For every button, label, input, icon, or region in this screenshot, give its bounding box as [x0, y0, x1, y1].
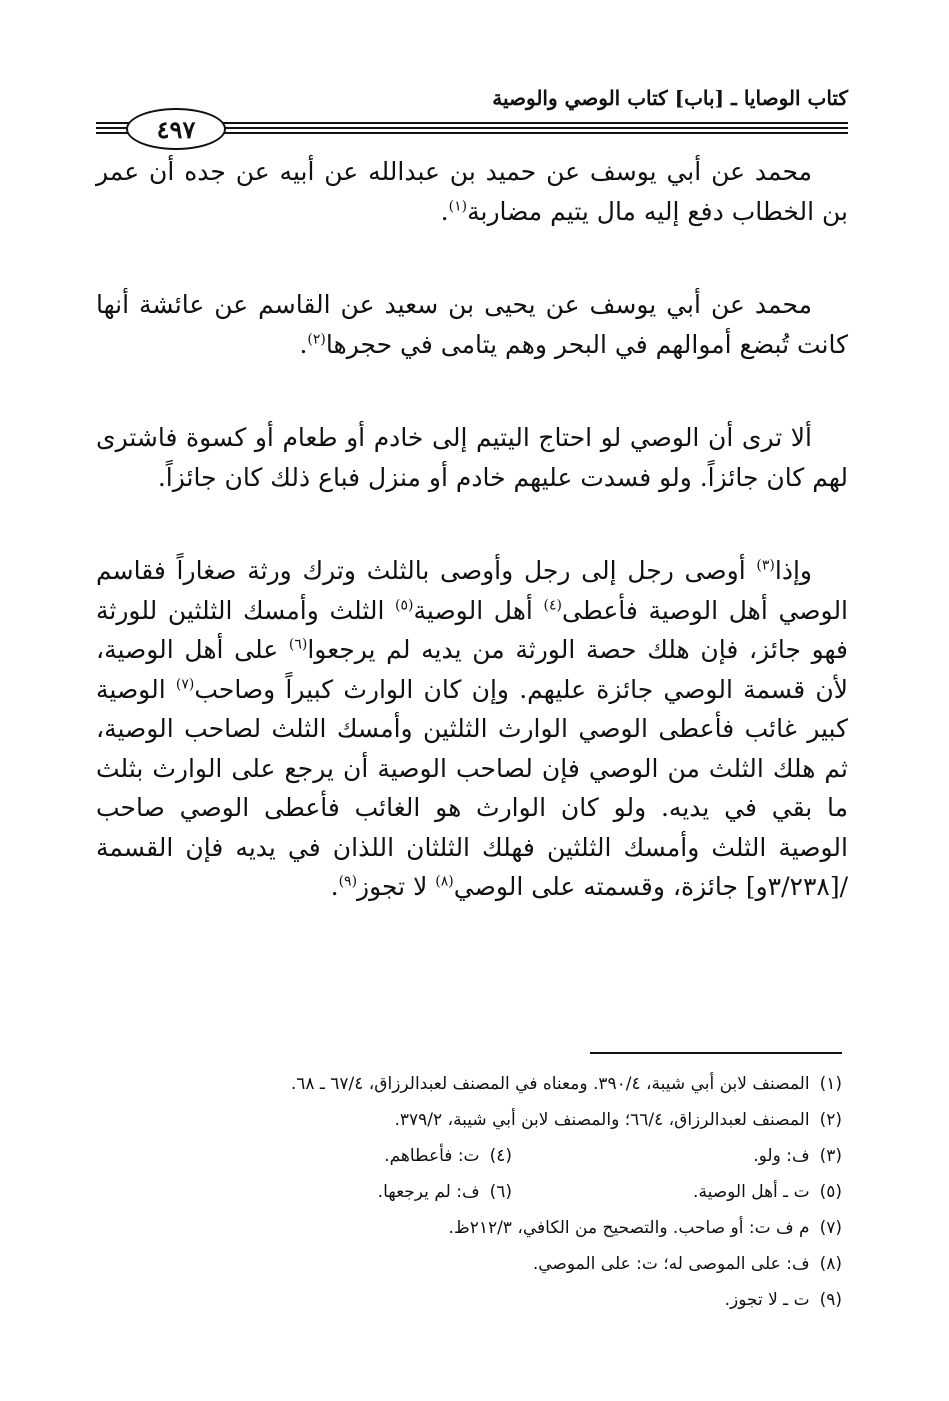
running-head: كتاب الوصايا ـ [باب] كتاب الوصي والوصية — [492, 86, 848, 110]
footnote-row — [100, 1174, 842, 1210]
footnote-text: ت: فأعطاهم. — [384, 1146, 480, 1166]
paragraph-text: على أهل الوصية، لأن قسمة الوصي جائزة عليهم. وإن كان الوارث كبيراً وصاحب — [96, 635, 848, 704]
paragraph-text: الوصية كبير غائب فأعطى الوصي الوارث الثلثين وأمسك الثلث لصاحب الوصية، ثم هلك الثلث من الوصي فإن لصاحب الوصية أن يرجع على الوارث بثلث ما بقي في يديه. ولو كان الوارث هو الغائب فأعطى الوصي صاحب الوصية الثلث وأمسك الثلثين فهلك الثلثان اللذان في يديه فإن القسمة /[٣/٢٣٨و] جائزة، وقسمته على الوصي — [96, 674, 848, 901]
footnote — [378, 1182, 512, 1202]
footnote-number: (٥) — [819, 1182, 842, 1202]
paragraph-text: وإذا — [774, 556, 812, 585]
footnote-number: (٣) — [819, 1146, 842, 1166]
footnotes — [100, 1066, 842, 1318]
footnote-text: ت ـ أهل الوصية. — [693, 1182, 810, 1202]
footnote-text: ف: على الموصى له؛ ت: على الموصي. — [532, 1254, 810, 1274]
paragraph-text: الثلث وأمسك الثلثين للورثة فهو جائز، فإن هلك حصة الورثة من يديه لم يرجعوا — [96, 595, 848, 664]
footnote-ref[interactable]: (١) — [448, 198, 468, 215]
paragraph-tail: . — [299, 329, 308, 359]
footnote-text: المصنف لابن أبي شيبة، ٣٩٠/٤. ومعناه في المصنف لعبدالرزاق، ٦٧/٤ ـ ٦٨. — [290, 1074, 810, 1094]
footnote-row — [100, 1246, 842, 1282]
footnote-ref[interactable]: (٦) — [288, 636, 308, 653]
footnote-number: (٧) — [819, 1218, 842, 1238]
paragraph-text: محمد عن أبي يوسف عن حميد بن عبدالله عن أبيه عن جده أن عمر بن الخطاب دفع إليه مال يتيم مضاربة — [96, 157, 848, 226]
paragraph-text: أوصى رجل إلى رجل وأوصى بالثلث وترك ورثة صغاراً فقاسم الوصي أهل الوصية فأعطى — [96, 556, 849, 625]
footnote-row — [100, 1066, 842, 1102]
paragraph-text: لا تجوز — [357, 872, 436, 901]
footnote-row — [100, 1210, 842, 1246]
footnote — [512, 1182, 842, 1202]
paragraph — [96, 285, 848, 364]
footnote — [512, 1146, 842, 1166]
footnotes-separator — [590, 1052, 842, 1054]
page-header — [96, 86, 848, 146]
paragraph-tail: . — [440, 196, 449, 226]
footnote-ref[interactable]: (٨) — [435, 873, 454, 890]
footnote — [449, 1218, 842, 1238]
footnote-ref[interactable]: (٩) — [338, 873, 358, 890]
footnote-text: ت ـ لا تجوز. — [724, 1290, 810, 1310]
paragraph-tail: . — [330, 872, 339, 901]
footnote — [533, 1254, 842, 1274]
footnote-row — [100, 1138, 842, 1174]
paragraph-text: محمد عن أبي يوسف عن يحيى بن سعيد عن القاسم عن عائشة أنها كانت تُبضع أموالهم في البحر وهم يتامى في حجرها — [96, 290, 848, 359]
page-number: ٤٩٧ — [126, 108, 226, 150]
footnote-ref[interactable]: (٥) — [395, 597, 414, 614]
footnote-number: (٩) — [819, 1290, 842, 1310]
footnote-ref[interactable]: (٤) — [543, 597, 562, 614]
paragraph — [96, 152, 848, 231]
footnote — [395, 1110, 843, 1130]
footnote-ref[interactable]: (٣) — [756, 557, 775, 574]
footnote-number: (٢) — [819, 1110, 842, 1130]
footnote-number: (٤) — [489, 1146, 512, 1166]
footnote-number: (١) — [819, 1074, 842, 1094]
footnote — [384, 1146, 512, 1166]
paragraph — [96, 418, 848, 497]
footnote-row — [100, 1282, 842, 1318]
footnote-text: ف: لم يرجعها. — [377, 1182, 480, 1202]
footnote-text: ف: ولو. — [753, 1146, 810, 1166]
main-text — [96, 152, 848, 907]
footnote-ref[interactable]: (٧) — [175, 676, 195, 693]
footnote-number: (٦) — [489, 1182, 512, 1202]
footnote-ref[interactable]: (٢) — [307, 331, 326, 348]
footnote-row — [100, 1102, 842, 1138]
paragraph-text: ألا ترى أن الوصي لو احتاج اليتيم إلى خادم أو طعام أو كسوة فاشترى لهم كان جائزاً. ولو فسدت عليهم خادم أو منزل فباع ذلك كان جائزاً. — [96, 423, 848, 492]
footnote — [725, 1290, 842, 1310]
footnote — [291, 1074, 842, 1094]
paragraph — [96, 551, 848, 907]
footnote-number: (٨) — [819, 1254, 842, 1274]
footnote-text: المصنف لعبدالرزاق، ٦٦/٤؛ والمصنف لابن أبي شيبة، ٣٧٩/٢. — [394, 1110, 810, 1130]
paragraph-text: أهل الوصية — [413, 595, 544, 625]
footnote-text: م ف ت: أو صاحب. والتصحيح من الكافي، ٢١٢/٣ظ. — [448, 1218, 810, 1238]
